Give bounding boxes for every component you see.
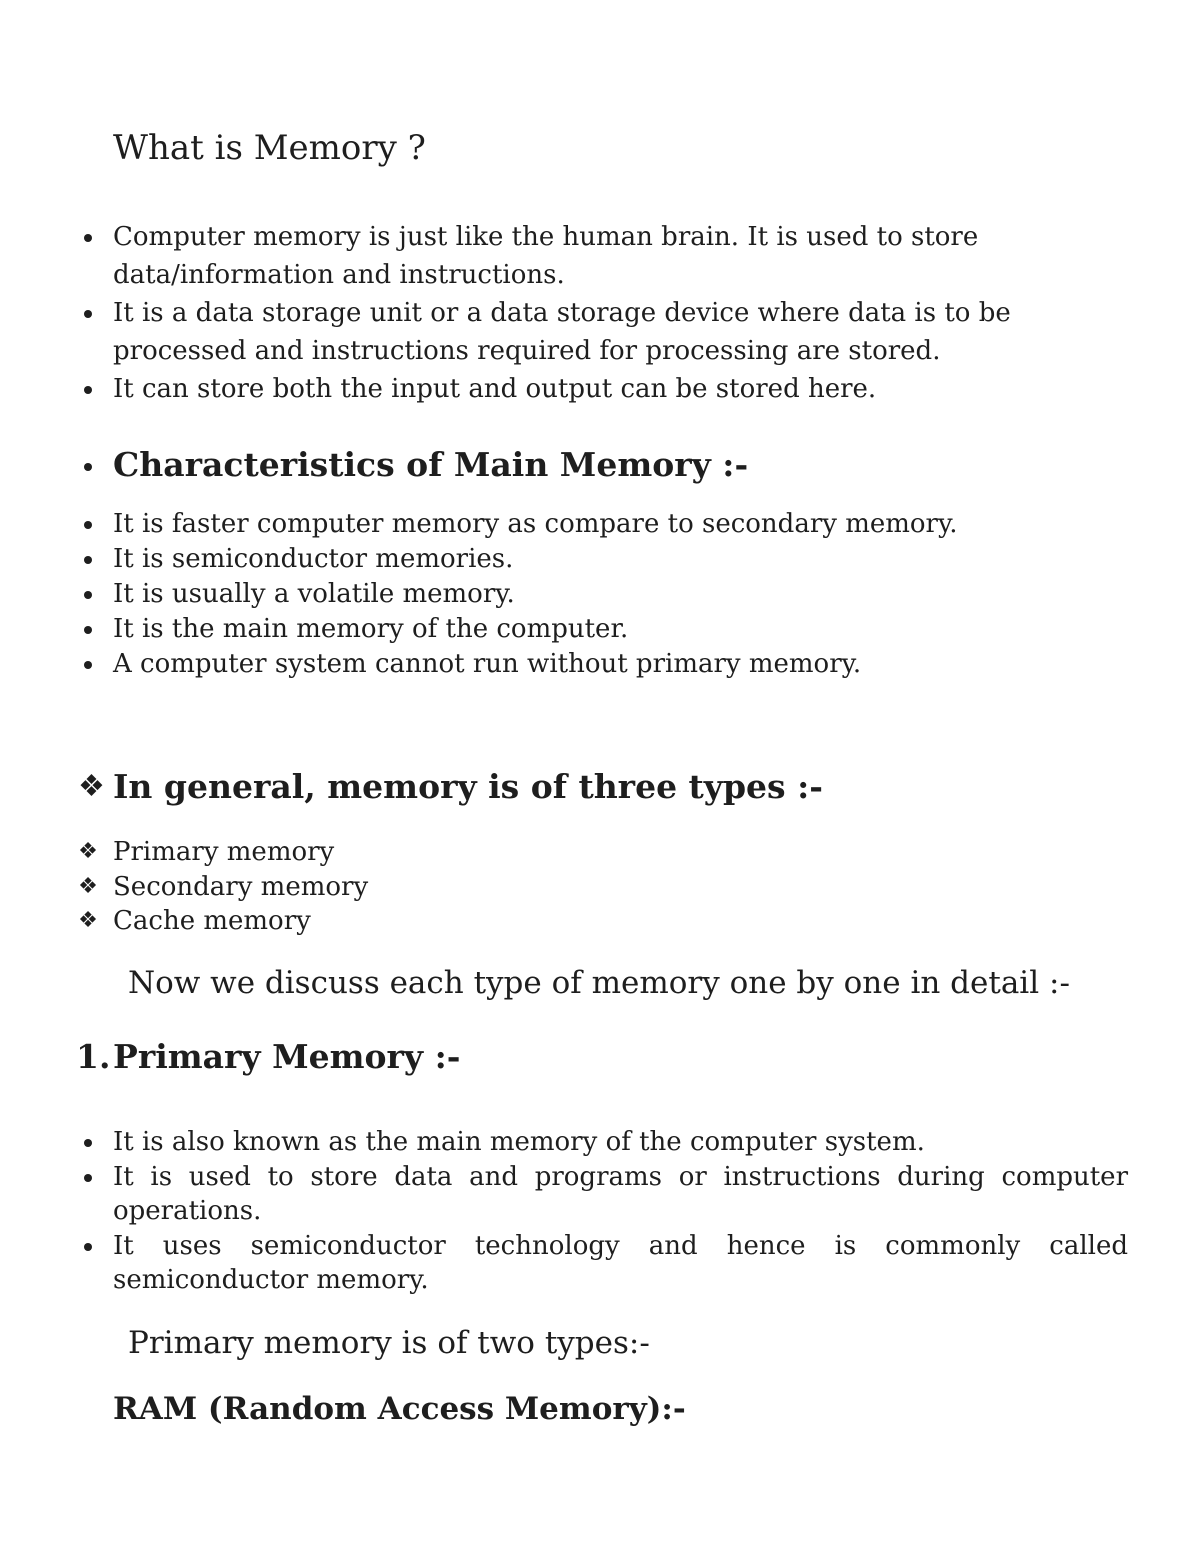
characteristics-heading-list bbox=[0, 444, 1200, 486]
intro-paragraph: Now we discuss each type of memory one by one in detail :- bbox=[128, 965, 1070, 1001]
list-item-text: Cache memory bbox=[113, 906, 311, 936]
list-item bbox=[0, 294, 1200, 370]
list-item-text: Secondary memory bbox=[113, 871, 369, 902]
list-item-text: A computer system cannot run without primary memory. bbox=[113, 649, 862, 679]
primary-memory-list bbox=[0, 1125, 1200, 1298]
characteristics-heading: Characteristics of Main Memory :- bbox=[113, 445, 749, 484]
list-item bbox=[0, 370, 1200, 408]
section-number: 1. bbox=[76, 1037, 111, 1076]
four-diamond-bullet-icon: ❖ bbox=[78, 908, 98, 933]
list-item bbox=[0, 218, 1200, 294]
list-item bbox=[0, 1125, 1200, 1160]
list-item bbox=[0, 507, 1200, 542]
four-diamond-bullet-icon: ❖ bbox=[78, 873, 98, 899]
characteristics-list bbox=[0, 507, 1200, 682]
list-item-text: Primary memory bbox=[113, 837, 335, 867]
list-item bbox=[0, 766, 1200, 808]
list-item-text: It is the main memory of the computer. bbox=[113, 614, 629, 644]
bullet-dot-icon bbox=[78, 507, 98, 542]
list-item-text: It is used to store data and programs or instructions during computer operations. bbox=[113, 1161, 1128, 1226]
list-item bbox=[0, 444, 1200, 486]
primary-types-text: Primary memory is of two types:- bbox=[128, 1325, 650, 1361]
bullet-dot-icon bbox=[78, 444, 98, 486]
list-item-text: It is semiconductor memories. bbox=[113, 544, 514, 574]
list-item bbox=[0, 542, 1200, 577]
four-diamond-bullet-icon: ❖ bbox=[78, 839, 98, 864]
bullet-dot-icon bbox=[78, 218, 98, 256]
list-item-text: Computer memory is just like the human brain. It is used to store data/information and instructions. bbox=[113, 222, 979, 290]
section-heading: Primary Memory :- bbox=[113, 1037, 461, 1076]
bullet-dot-icon bbox=[78, 612, 98, 647]
bullet-dot-icon bbox=[78, 577, 98, 612]
list-item bbox=[0, 577, 1200, 612]
list-item-text: It is also known as the main memory of the computer system. bbox=[113, 1127, 925, 1157]
ram-heading: RAM (Random Access Memory):- bbox=[113, 1391, 686, 1427]
bullet-dot-icon bbox=[78, 370, 98, 408]
list-item bbox=[0, 904, 1200, 939]
four-diamond-bullet-icon: ❖ bbox=[78, 769, 105, 804]
list-item bbox=[0, 647, 1200, 682]
bullet-dot-icon bbox=[78, 1125, 98, 1160]
list-item bbox=[0, 1229, 1200, 1298]
list-item bbox=[0, 870, 1200, 905]
bullet-dot-icon bbox=[78, 1160, 98, 1195]
types-heading-list bbox=[0, 766, 1200, 808]
page-title: What is Memory ? bbox=[113, 128, 426, 168]
list-item bbox=[0, 835, 1200, 870]
memory-definition-list bbox=[0, 218, 1200, 408]
bullet-dot-icon bbox=[78, 294, 98, 332]
list-item-text: It can store both the input and output can be stored here. bbox=[113, 374, 877, 404]
bullet-dot-icon bbox=[78, 647, 98, 682]
bullet-dot-icon bbox=[78, 1229, 98, 1264]
list-item-text: It is usually a volatile memory. bbox=[113, 579, 515, 609]
list-item-text: It is faster computer memory as compare to secondary memory. bbox=[113, 509, 958, 539]
list-item-text: It uses semiconductor technology and hence is commonly called semiconductor memory. bbox=[113, 1230, 1128, 1295]
list-item bbox=[0, 612, 1200, 647]
types-heading: In general, memory is of three types :- bbox=[113, 767, 823, 806]
bullet-dot-icon bbox=[78, 542, 98, 577]
memory-types-list bbox=[0, 835, 1200, 939]
list-item bbox=[0, 1160, 1200, 1229]
list-item-text: It is a data storage unit or a data storage device where data is to be processed and instructions required for processing are stored. bbox=[113, 298, 1011, 366]
